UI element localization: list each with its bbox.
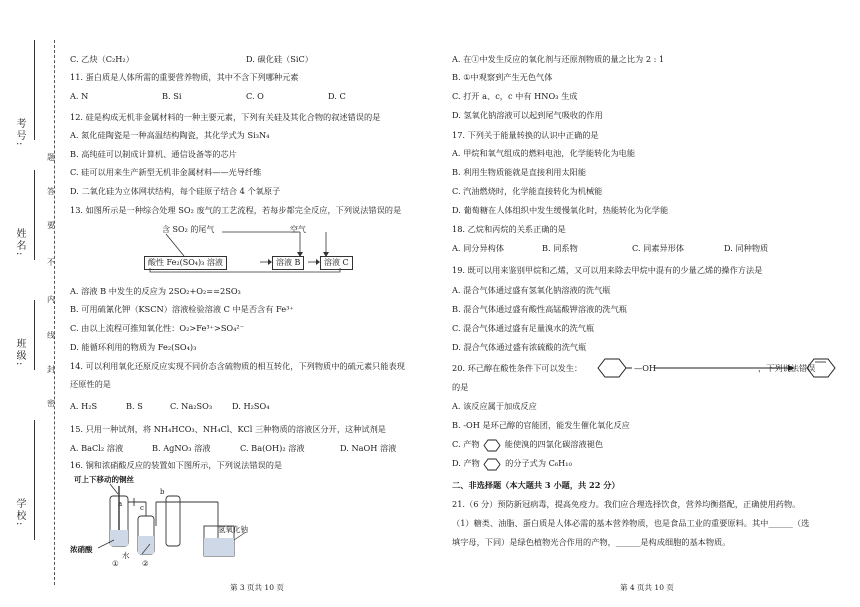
option: B. 同系物 xyxy=(542,243,578,253)
option: A. 同分异构体 xyxy=(452,243,505,253)
seal-char: 不 xyxy=(47,258,55,267)
option-d-pre: D. 产物 xyxy=(452,458,480,468)
seal-char: 封 xyxy=(47,365,55,374)
question-15: 15. 只用一种试剂，将 NH₄HCO₃、NH₄Cl、KCl 三种物质的溶液区分开，这种试剂是 xyxy=(70,424,386,434)
option: B. AgNO₃ 溶液 xyxy=(152,443,211,453)
flow-box-b: 溶液 B xyxy=(272,256,304,270)
apparatus-diagram xyxy=(70,476,250,572)
apparatus-c-label: c xyxy=(140,504,144,512)
option-c-pre: C. 产物 xyxy=(452,439,480,449)
name-line xyxy=(34,170,35,260)
question-17: 17. 下列关于能量转换的认识中正确的是 xyxy=(452,130,599,140)
cyclohexene-icon xyxy=(482,458,502,471)
option-d: D. 碳化硅（SiC） xyxy=(246,54,313,64)
apparatus-b-label: b xyxy=(160,488,165,496)
school-label: 学校: xyxy=(14,498,25,528)
cyclohexene-icon xyxy=(482,439,502,452)
flow-gas-label: 含 SO₂ 的尾气 xyxy=(162,225,215,234)
section-heading: 二、非选择题（本大题共 3 小题，共 22 分） xyxy=(452,480,620,490)
apparatus-acid-label: 浓硝酸 xyxy=(70,545,93,554)
option-c xyxy=(452,438,603,452)
apparatus-wire-label: 可上下移动的铜丝 xyxy=(74,475,134,484)
option-a: A. 该反应属于加成反应 xyxy=(452,401,537,411)
question-11: 11. 蛋白质是人体所需的重要营养物质，其中不含下列哪种元素 xyxy=(70,72,299,82)
option: C. O xyxy=(246,91,264,101)
option-a: A. 溶液 B 中发生的反应为 2SO₂+O₂==2SO₃ xyxy=(70,286,241,296)
question-14: 14. 可以利用氧化还原反应实现不同价态含硫物质的相互转化，下列物质中的硫元素只能表现 xyxy=(70,361,405,371)
apparatus-a-label: a xyxy=(118,500,123,508)
question-21-part1-cont: 填字母，下同）是绿色植物光合作用的产物，______是构成细胞的基本物质。 xyxy=(452,537,731,547)
option: C. Na₂SO₃ xyxy=(170,401,213,411)
option-d xyxy=(452,457,572,471)
question-20-cont: 的是 xyxy=(452,382,469,392)
question-19: 19. 既可以用来鉴别甲烷和乙烯，又可以用来除去甲烷中混有的少量乙烯的操作方法是 xyxy=(452,265,763,275)
option-a: A. 氮化硅陶瓷是一种高温结构陶瓷，其化学式为 Si₃N₄ xyxy=(70,130,270,140)
option-c: C. 汽油燃烧时，化学能直接转化为机械能 xyxy=(452,186,603,196)
option: D. H₂SO₄ xyxy=(232,401,270,411)
flow-air-label: 空气 xyxy=(290,225,306,234)
option-a: A. 甲烷和氧气组成的燃料电池，化学能转化为电能 xyxy=(452,148,636,158)
seal-char: 线 xyxy=(47,331,55,340)
option: A. H₂S xyxy=(70,401,98,411)
binding-margin xyxy=(0,0,62,607)
option-d: D. 葡萄糖在人体组织中发生缓慢氧化时，热能转化为化学能 xyxy=(452,205,669,215)
question-20-tail: ，下列说法错误 xyxy=(758,363,816,373)
seal-char: 内 xyxy=(47,295,55,304)
option-b: B. ①中观察到产生无色气体 xyxy=(452,72,553,82)
question-18: 18. 乙烷和丙烷的关系正确的是 xyxy=(452,224,566,234)
school-line xyxy=(34,420,35,540)
question-14-cont: 还原性的是 xyxy=(70,379,111,389)
option: B. S xyxy=(126,401,143,411)
exam-number-line xyxy=(34,40,35,140)
class-line xyxy=(34,300,35,370)
seal-char: 密 xyxy=(47,399,55,408)
option: C. Ba(OH)₂ 溶液 xyxy=(240,443,305,453)
option: D. NaOH 溶液 xyxy=(340,443,397,453)
option-c: C. 混合气体通过盛有足量溴水的洗气瓶 xyxy=(452,323,595,333)
option-a: A. 混合气体通过盛有氢氧化钠溶液的洗气瓶 xyxy=(452,285,611,295)
apparatus-1-label: ① xyxy=(112,559,119,568)
seal-char: 要 xyxy=(47,221,55,230)
apparatus-naoh-label: 氢氧化钠 xyxy=(218,525,248,534)
question-20 xyxy=(452,362,582,374)
option-c-post: 能使溴的四氯化碳溶液褪色 xyxy=(504,439,604,449)
hydroxyl-label: —OH xyxy=(634,363,657,373)
option: D. C xyxy=(328,91,346,101)
option-b: B. 利用生物质能就是直接利用太阳能 xyxy=(452,167,587,177)
class-label: 班级: xyxy=(14,338,25,368)
option: B. Si xyxy=(162,91,182,101)
flow-box-c: 溶液 C xyxy=(320,256,353,270)
apparatus-2-label: ② xyxy=(142,559,149,568)
option-d-post: 的分子式为 C₆H₁₀ xyxy=(505,458,572,468)
question-21-part1: （1）糖类、油脂、蛋白质是人体必需的基本营养物质，也是食品工业的重要原料。其中______（选 xyxy=(452,518,810,528)
flow-diagram xyxy=(130,222,390,274)
flow-box-a: 酸性 Fe₂(SO₄)₃ 溶液 xyxy=(144,256,227,270)
option-d: D. 二氧化硅为立体网状结构，每个硅原子结合 4 个氧原子 xyxy=(70,186,281,196)
option-c: C. 硅可以用来生产新型无机非金属材料——光导纤维 xyxy=(70,167,262,177)
option: A. BaCl₂ 溶液 xyxy=(70,443,124,453)
option: C. 同素异形体 xyxy=(632,243,685,253)
option: A. N xyxy=(70,91,89,101)
seal-char: 题 xyxy=(47,153,55,162)
question-16: 16. 铜和浓硝酸反应的装置如下图所示，下列说法错误的是 xyxy=(70,460,283,470)
option-c: C. 打开 a、c，c 中有 HNO₃ 生成 xyxy=(452,91,578,101)
option-c: C. 由以上流程可推知氧化性：O₂>Fe³⁺>SO₄²⁻ xyxy=(70,323,245,333)
seal-char: 答 xyxy=(47,187,55,196)
question-21: 21.（6 分）预防新冠病毒，提高免疫力。我们应合理选择饮食，营养均衡搭配，正确使用药物。 xyxy=(452,499,801,509)
question-20-text: 20. 环己醇在酸性条件下可以发生： xyxy=(452,363,583,373)
option-b: B. 可用硫氰化钾（KSCN）溶液检验溶液 C 中是否含有 Fe³⁺ xyxy=(70,304,294,314)
option-d: D. 氢氧化钠溶液可以起到尾气吸收的作用 xyxy=(452,110,603,120)
option-d: D. 能循环利用的物质为 Fe₂(SO₄)₃ xyxy=(70,342,197,352)
question-12: 12. 硅是构成无机非金属材料的一种主要元素，下列有关硅及其化合物的叙述错误的是 xyxy=(70,112,381,122)
page-footer: 第 4 页共 10 页 xyxy=(620,583,674,592)
name-label: 姓名: xyxy=(14,228,25,258)
option-b: B. 高纯硅可以制成计算机、通信设备等的芯片 xyxy=(70,149,237,159)
option-b: B. 混合气体通过盛有酸性高锰酸钾溶液的洗气瓶 xyxy=(452,304,627,314)
apparatus-water-label: 水 xyxy=(122,551,130,560)
question-13: 13. 如图所示是一种综合处理 SO₂ 废气的工艺流程，若每步都完全反应，下列说法错误的是 xyxy=(70,205,402,215)
text-line: C. 乙炔（C₂H₂） xyxy=(70,54,134,64)
option-b: B. -OH 是环己醇的官能团，能发生催化氧化反应 xyxy=(452,420,630,430)
exam-number-label: 考号: xyxy=(14,118,25,148)
option: D. 同种物质 xyxy=(724,243,769,253)
seal-dashed-line xyxy=(54,40,55,585)
option-d: D. 混合气体通过盛有浓硫酸的洗气瓶 xyxy=(452,342,587,352)
page-footer: 第 3 页共 10 页 xyxy=(230,583,284,592)
option-a: A. 在①中发生反应的氧化剂与还原剂物质的量之比为 2 : 1 xyxy=(452,54,665,64)
